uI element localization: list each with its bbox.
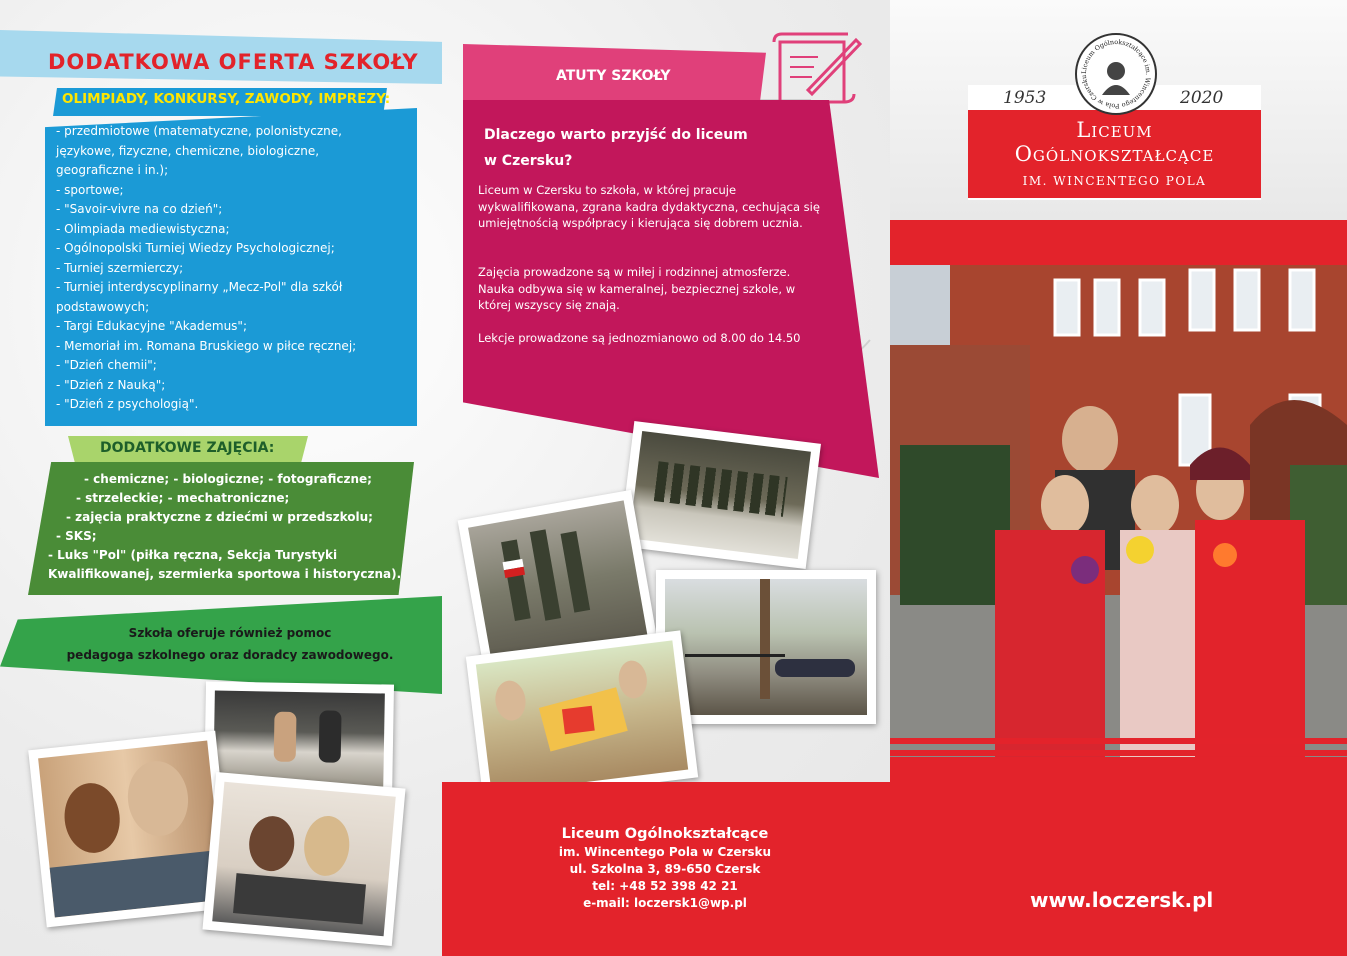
cover-title-line: Liceum <box>1076 118 1153 142</box>
list-item: - Targi Edukacyjne "Akademus"; <box>56 319 247 333</box>
question-line: Dlaczego warto przyjść do liceum <box>484 127 748 143</box>
list-item: - Ogólnopolski Turniej Wiedzy Psychologicznej; <box>56 241 335 255</box>
logo-ring-text: Liceum Ogólnokształcące im. Wincentego Pola w Czersku <box>1079 37 1153 111</box>
footer-school-sub: im. Wincentego Pola w Czersku <box>558 845 772 859</box>
atuty-paragraph: Liceum w Czersku to szkoła, w której pracuje wykwalifikowana, zgrana kadra dydaktyczna, cechująca się umiejętnością współpracy i kierująca się dobrem ucznia. <box>478 183 820 230</box>
list-item: - "Dzień z Nauką"; <box>56 377 166 392</box>
olimpiady-heading: OLIMPIADY, KONKURSY, ZAWODY, IMPREZY: <box>62 91 391 107</box>
school-logo <box>1075 33 1157 115</box>
list-item: - chemiczne; - biologiczne; - fotograficzne; <box>84 472 372 486</box>
list-item: Kwalifikowanej, szermierka sportowa i historyczna). <box>48 567 402 581</box>
photo-kindergarten <box>466 630 698 803</box>
list-item: - sportowe; <box>56 182 124 197</box>
atuty-paragraph: Zajęcia prowadzone są w miłej i rodzinnej atmosferze. Nauka odbywa się w kameralnej, bezpiecznej szkole, w której wszyscy się znają. <box>478 265 796 312</box>
list-item: językowe, fizyczne, chemiczne, biologiczne, <box>56 143 320 158</box>
photo-computers <box>202 772 405 946</box>
list-item: - "Savoir-vivre na co dzień"; <box>56 202 223 216</box>
list-item: - zajęcia praktyczne z dziećmi w przedszkolu; <box>66 510 373 524</box>
list-item: - strzeleckie; - mechatroniczne; <box>76 491 290 505</box>
cover-title-line: Ogólnokształcące <box>1014 142 1215 166</box>
photo-shooting-range <box>656 570 876 724</box>
list-item: - Olimpiada mediewistyczna; <box>56 221 230 236</box>
footer-phone: tel: +48 52 398 42 21 <box>592 879 738 893</box>
footer-school-name: Liceum Ogólnokształcące <box>561 826 769 842</box>
cover-stripe <box>890 738 1347 744</box>
list-item: - Luks "Pol" (piłka ręczna, Sekcja Turystyki <box>48 548 338 562</box>
help-text <box>60 622 400 666</box>
zajecia-heading: DODATKOWE ZAJĘCIA: <box>100 440 275 456</box>
list-item: - SKS; <box>56 529 97 543</box>
atuty-paragraph: Lekcje prowadzone są jednozmianowo od 8.00 do 14.50 <box>478 331 801 345</box>
list-item: - Turniej szermierczy; <box>56 260 184 275</box>
list-item: - Memoriał im. Romana Bruskiego w piłce ręcznej; <box>56 338 357 353</box>
zajecia-list <box>46 470 406 584</box>
scroll-quill-icon <box>768 32 863 110</box>
footer-email[interactable]: e-mail: loczersk1@wp.pl <box>583 896 747 910</box>
list-item: geograficzne i in.); <box>56 163 169 177</box>
year-end: 2020 <box>1180 88 1224 108</box>
list-item: - "Dzień chemii"; <box>56 358 157 372</box>
footer-address: ul. Szkolna 3, 89-650 Czersk <box>569 862 761 876</box>
list-item: podstawowych; <box>56 299 150 314</box>
list-item: - przedmiotowe (matematyczne, polonistyczne, <box>56 124 342 138</box>
olimpiady-list <box>56 122 406 415</box>
photo-soldiers-line <box>619 421 821 569</box>
footer-contact <box>540 824 790 912</box>
cover-photo-school <box>890 265 1347 757</box>
list-item: - Turniej interdyscyplinarny „Mecz-Pol" dla szkół <box>56 280 343 294</box>
help-line: pedagoga szkolnego oraz doradcy zawodowego. <box>66 648 394 662</box>
atuty-label: ATUTY SZKOŁY <box>556 68 671 84</box>
cover-stripe <box>890 750 1347 756</box>
year-start: 1953 <box>1003 88 1047 108</box>
photo-students <box>28 731 234 928</box>
cover-title <box>968 118 1261 166</box>
atuty-question <box>484 122 804 174</box>
list-item: - "Dzień z psychologią". <box>56 397 199 411</box>
question-line: w Czersku? <box>484 153 573 169</box>
offer-title: DODATKOWA OFERTA SZKOŁY <box>48 50 419 74</box>
website-link[interactable]: www.loczersk.pl <box>1030 888 1214 912</box>
cover-subtitle: IM. WINCENTEGO POLA <box>1022 174 1207 188</box>
help-line: Szkoła oferuje również pomoc <box>128 626 332 640</box>
